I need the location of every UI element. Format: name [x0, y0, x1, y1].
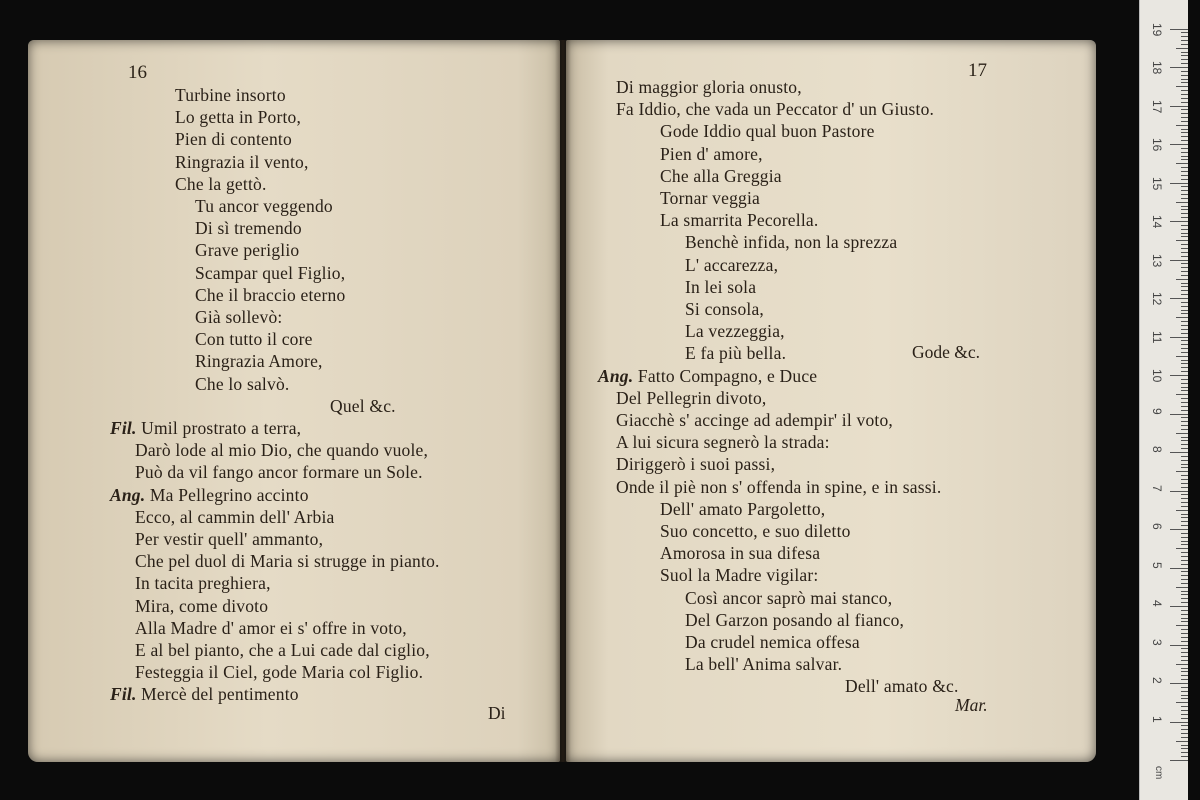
ruler-number: 19: [1150, 22, 1164, 36]
ruler-tick: [1181, 598, 1188, 599]
ruler-number: 9: [1150, 407, 1164, 415]
verse-line: Si consola,: [685, 299, 765, 319]
ruler-tick: [1181, 398, 1188, 399]
ruler-tick: [1181, 52, 1188, 53]
verse-line: Darò lode al mio Dio, che quando vuole,: [135, 440, 429, 461]
ruler-tick: [1181, 363, 1188, 364]
verse-line: Che lo salvò.: [195, 373, 290, 394]
verse-line: A lui sicura segnerò la strada:: [616, 432, 830, 453]
ruler-tick: [1181, 244, 1188, 245]
verse-line: Giacchè s' accinge ad adempir' il voto,: [616, 410, 893, 430]
ruler-tick: [1181, 371, 1188, 372]
verse-line: Suol la Madre vigilar:: [660, 565, 819, 586]
speech-text: Umil prostrato a terra,: [141, 418, 302, 438]
ruler-tick: [1181, 256, 1188, 257]
ruler-tick: [1181, 429, 1188, 430]
ruler-tick: [1170, 106, 1188, 107]
ruler-tick: [1181, 506, 1188, 507]
ruler-tick: [1181, 117, 1188, 118]
ruler-tick: [1181, 541, 1188, 542]
ruler-tick: [1176, 240, 1188, 241]
ruler-tick: [1181, 687, 1188, 688]
verse-line: Così ancor saprò mai stanco,: [685, 587, 893, 608]
verse-line: Pien d' amore,: [660, 143, 763, 164]
ruler-tick: [1181, 109, 1188, 110]
ruler-tick: [1176, 625, 1188, 626]
ruler-tick: [1181, 348, 1188, 349]
ruler-tick: [1181, 344, 1188, 345]
ruler-tick: [1170, 144, 1188, 145]
ruler-tick: [1181, 417, 1188, 418]
ruler-tick: [1181, 206, 1188, 207]
verse-line: Dell' amato Pargoletto,: [660, 498, 826, 519]
ruler-tick: [1181, 718, 1188, 719]
right-page-number: 17: [968, 60, 987, 81]
ruler-tick: [1181, 621, 1188, 622]
ruler-tick: [1181, 594, 1188, 595]
ruler-tick: [1181, 533, 1188, 534]
speaker-name: Fil.: [110, 418, 142, 438]
verse-line: Che il braccio eterno: [195, 284, 346, 305]
refrain-cue: Gode &c.: [912, 342, 981, 363]
ruler-tick: [1181, 748, 1188, 749]
ruler-tick: [1181, 483, 1188, 484]
ruler-tick: [1181, 156, 1188, 157]
ruler-tick: [1181, 209, 1188, 210]
ruler-tick: [1181, 286, 1188, 287]
ruler-number: 17: [1150, 99, 1164, 113]
ruler-number: 3: [1150, 638, 1164, 646]
ruler-tick: [1181, 267, 1188, 268]
measuring-ruler: [1139, 0, 1188, 800]
ruler-tick: [1170, 722, 1188, 723]
ruler-tick: [1181, 437, 1188, 438]
verse-line: Scampar quel Figlio,: [195, 262, 346, 283]
ruler-tick: [1181, 556, 1188, 557]
ruler-tick: [1181, 583, 1188, 584]
ruler-tick: [1181, 140, 1188, 141]
ruler-tick: [1181, 752, 1188, 753]
ruler-number: 14: [1150, 215, 1164, 229]
ruler-tick: [1181, 290, 1188, 291]
ruler-tick: [1176, 587, 1188, 588]
verse-line: Di maggior gloria onusto,: [616, 77, 802, 97]
verse-line: Festeggia il Ciel, gode Maria col Figlio.: [135, 662, 424, 683]
ruler-tick: [1181, 40, 1188, 41]
ruler-tick: [1181, 75, 1188, 76]
ruler-tick: [1181, 79, 1188, 80]
verse-line: In lei sola: [685, 276, 757, 297]
ruler-tick: [1176, 471, 1188, 472]
ruler-tick: [1181, 579, 1188, 580]
ruler-tick: [1181, 113, 1188, 114]
verse-line: E fa più bella.: [685, 343, 787, 364]
ruler-tick: [1181, 698, 1188, 699]
verse-line: Ringrazia il vento,: [175, 151, 309, 172]
ruler-tick: [1181, 302, 1188, 303]
verse-line: Onde il piè non s' offenda in spine, e in sassi.: [616, 476, 942, 497]
ruler-tick: [1170, 529, 1188, 530]
ruler-tick: [1181, 98, 1188, 99]
ruler-tick: [1181, 537, 1188, 538]
ruler-tick: [1181, 498, 1188, 499]
ruler-tick: [1181, 252, 1188, 253]
ruler-tick: [1181, 525, 1188, 526]
ruler-tick: [1176, 664, 1188, 665]
ruler-tick: [1181, 440, 1188, 441]
ruler-tick: [1181, 102, 1188, 103]
ruler-tick: [1181, 55, 1188, 56]
verse-line: Ecco, al cammin dell' Arbia: [135, 506, 335, 527]
verse-line: Dell' amato &c.: [845, 676, 959, 697]
ruler-tick: [1181, 275, 1188, 276]
left-catchword: Di: [488, 703, 506, 723]
ruler-tick: [1181, 63, 1188, 64]
ruler-tick: [1181, 641, 1188, 642]
ruler-tick: [1170, 452, 1188, 453]
ruler-number: 7: [1150, 484, 1164, 492]
ruler-tick: [1181, 387, 1188, 388]
ruler-tick: [1170, 221, 1188, 222]
verse-line: Tu ancor veggendo: [195, 196, 333, 216]
ruler-tick: [1181, 383, 1188, 384]
verse-line: Tornar veggia: [660, 188, 761, 208]
ruler-tick: [1181, 283, 1188, 284]
verse-line: Diriggerò i suoi passi,: [616, 454, 776, 475]
ruler-tick: [1181, 448, 1188, 449]
ruler-tick: [1181, 571, 1188, 572]
ruler-tick: [1170, 491, 1188, 492]
verse-line: Amorosa in sua difesa: [660, 543, 821, 564]
ruler-tick: [1181, 521, 1188, 522]
ruler-tick: [1181, 425, 1188, 426]
ruler-tick: [1181, 329, 1188, 330]
ruler-tick: [1176, 433, 1188, 434]
ruler-tick: [1181, 552, 1188, 553]
ruler-tick: [1181, 652, 1188, 653]
ruler-tick: [1181, 325, 1188, 326]
ruler-number: 12: [1150, 292, 1164, 306]
ruler-tick: [1176, 702, 1188, 703]
ruler-tick: [1181, 487, 1188, 488]
ruler-number: 11: [1150, 330, 1164, 343]
ruler-tick: [1176, 125, 1188, 126]
verse-line: La vezzeggia,: [685, 321, 785, 342]
ruler-tick: [1181, 464, 1188, 465]
ruler-tick: [1181, 629, 1188, 630]
ruler-tick: [1181, 36, 1188, 37]
ruler-tick: [1181, 175, 1188, 176]
ruler-tick: [1181, 729, 1188, 730]
ruler-tick: [1181, 618, 1188, 619]
ruler-tick: [1181, 248, 1188, 249]
ruler-tick: [1181, 71, 1188, 72]
ruler-tick: [1181, 190, 1188, 191]
ruler-tick: [1170, 260, 1188, 261]
speech-text: Mercè del pentimento: [141, 684, 299, 705]
verse-line: Pien di contento: [175, 129, 292, 150]
verse-line: Benchè infida, non la sprezza: [685, 232, 898, 253]
verse-line: Che alla Greggia: [660, 165, 782, 186]
ruler-tick: [1181, 756, 1188, 757]
ruler-unit: cm: [1153, 766, 1164, 780]
ruler-number: 18: [1150, 61, 1164, 75]
ruler-tick: [1181, 691, 1188, 692]
speaker-line: [598, 365, 817, 387]
ruler-tick: [1170, 183, 1188, 184]
ruler-tick: [1181, 668, 1188, 669]
ruler-tick: [1181, 194, 1188, 195]
ruler-tick: [1181, 313, 1188, 314]
ruler-tick: [1181, 121, 1188, 122]
ruler-tick: [1170, 645, 1188, 646]
verse-line: Gode Iddio qual buon Pastore: [660, 121, 875, 142]
book-gutter: [555, 40, 571, 762]
ruler-tick: [1181, 179, 1188, 180]
ruler-tick: [1181, 656, 1188, 657]
ruler-tick: [1181, 710, 1188, 711]
verse-line: Del Garzon posando al fianco,: [685, 609, 905, 630]
ruler-tick: [1181, 167, 1188, 168]
verse-line: La smarrita Pecorella.: [660, 210, 819, 231]
ruler-tick: [1181, 560, 1188, 561]
verse-line: Ringrazia Amore,: [195, 351, 323, 372]
speaker-name: Fil.: [110, 684, 142, 705]
ruler-tick: [1176, 86, 1188, 87]
ruler-tick: [1176, 510, 1188, 511]
ruler-tick: [1181, 745, 1188, 746]
ruler-tick: [1181, 475, 1188, 476]
ruler-tick: [1181, 544, 1188, 545]
verse-line: Per vestir quell' ammanto,: [135, 529, 324, 549]
ruler-tick: [1181, 171, 1188, 172]
ruler-tick: [1181, 602, 1188, 603]
ruler-tick: [1170, 414, 1188, 415]
ruler-tick: [1181, 467, 1188, 468]
ruler-number: 10: [1150, 369, 1164, 383]
right-catchword: Mar.: [955, 695, 988, 715]
ruler-tick: [1181, 675, 1188, 676]
ruler-tick: [1181, 148, 1188, 149]
ruler-tick: [1181, 737, 1188, 738]
ruler-tick: [1181, 725, 1188, 726]
verse-line: Fa Iddio, che vada un Peccator d' un Giusto.: [616, 99, 935, 120]
ruler-tick: [1181, 233, 1188, 234]
ruler-tick: [1176, 202, 1188, 203]
ruler-tick: [1181, 479, 1188, 480]
ruler-tick: [1181, 82, 1188, 83]
verse-line: Alla Madre d' amor ei s' offre in voto,: [135, 617, 407, 638]
ruler-tick: [1181, 225, 1188, 226]
ruler-tick: [1181, 648, 1188, 649]
ruler-tick: [1181, 352, 1188, 353]
ruler-tick: [1181, 340, 1188, 341]
ruler-tick: [1181, 564, 1188, 565]
verse-line: Di sì tremendo: [195, 218, 302, 239]
ruler-tick: [1181, 367, 1188, 368]
ruler-number: 8: [1150, 446, 1164, 453]
ruler-tick: [1181, 714, 1188, 715]
ruler-tick: [1181, 695, 1188, 696]
verse-line: Che la gettò.: [175, 173, 267, 194]
ruler-tick: [1181, 132, 1188, 133]
ruler-tick: [1170, 683, 1188, 684]
ruler-tick: [1181, 517, 1188, 518]
speaker-line: [110, 484, 309, 506]
verse-line: Grave periglio: [195, 240, 300, 261]
ruler-tick: [1181, 159, 1188, 160]
ruler-tick: [1181, 321, 1188, 322]
ruler-tick: [1176, 317, 1188, 318]
ruler-tick: [1181, 614, 1188, 615]
verse-line: Suo concetto, e suo diletto: [660, 521, 851, 541]
ruler-tick: [1181, 213, 1188, 214]
ruler-tick: [1181, 733, 1188, 734]
ruler-tick: [1181, 390, 1188, 391]
ruler-tick: [1181, 379, 1188, 380]
ruler-tick: [1181, 444, 1188, 445]
ruler-tick: [1181, 333, 1188, 334]
verse-line: Con tutto il core: [195, 329, 313, 350]
ruler-tick: [1181, 402, 1188, 403]
ruler-tick: [1181, 310, 1188, 311]
ruler-tick: [1181, 32, 1188, 33]
ruler-tick: [1181, 494, 1188, 495]
verse-line: Che pel duol di Maria si strugge in pianto.: [135, 551, 440, 572]
ruler-tick: [1181, 198, 1188, 199]
verse-line: Mira, come divoto: [135, 595, 269, 616]
speaker-name: Ang.: [598, 365, 638, 386]
verse-line: Può da vil fango ancor formare un Sole.: [135, 462, 423, 483]
ruler-tick: [1181, 502, 1188, 503]
ruler-tick: [1181, 514, 1188, 515]
left-page-number: 16: [128, 62, 147, 83]
ruler-number: 6: [1150, 523, 1164, 530]
ruler-tick: [1170, 298, 1188, 299]
ruler-tick: [1181, 406, 1188, 407]
ruler-tick: [1170, 606, 1188, 607]
ruler-tick: [1176, 163, 1188, 164]
verse-line: L' accarezza,: [685, 254, 779, 275]
ruler-number: 16: [1150, 138, 1164, 152]
ruler-tick: [1170, 568, 1188, 569]
verse-line: Lo getta in Porto,: [175, 107, 302, 128]
ruler-tick: [1170, 375, 1188, 376]
ruler-tick: [1176, 394, 1188, 395]
ruler-number: 1: [1150, 715, 1164, 723]
verse-line: Già sollevò:: [195, 307, 283, 327]
ruler-number: 5: [1150, 561, 1164, 569]
ruler-tick: [1181, 456, 1188, 457]
ruler-tick: [1181, 671, 1188, 672]
ruler-tick: [1170, 760, 1188, 761]
speaker-line: [110, 683, 299, 705]
ruler-tick: [1181, 94, 1188, 95]
ruler-tick: [1176, 741, 1188, 742]
ruler-tick: [1181, 421, 1188, 422]
ruler-tick: [1181, 637, 1188, 638]
ruler-tick: [1181, 460, 1188, 461]
ruler-tick: [1181, 90, 1188, 91]
speech-text: Fatto Compagno, e Duce: [637, 365, 818, 386]
ruler-tick: [1181, 575, 1188, 576]
ruler-tick: [1170, 29, 1188, 30]
ruler-tick: [1181, 660, 1188, 661]
ruler-number: 2: [1150, 677, 1164, 684]
ruler-tick: [1181, 186, 1188, 187]
ruler-tick: [1181, 360, 1188, 361]
ruler-tick: [1181, 136, 1188, 137]
ruler-tick: [1181, 59, 1188, 60]
ruler-tick: [1181, 410, 1188, 411]
ruler-tick: [1181, 263, 1188, 264]
ruler-tick: [1181, 591, 1188, 592]
ruler-number: 15: [1150, 176, 1164, 190]
verse-line: Del Pellegrin divoto,: [616, 387, 767, 408]
speaker-line: [110, 417, 301, 439]
ruler-tick: [1181, 152, 1188, 153]
ruler-tick: [1181, 706, 1188, 707]
verse-line: La bell' Anima salvar.: [685, 654, 843, 675]
ruler-tick: [1181, 217, 1188, 218]
ruler-tick: [1181, 633, 1188, 634]
ruler-tick: [1170, 337, 1188, 338]
ruler-tick: [1181, 306, 1188, 307]
verse-line: Da crudel nemica offesa: [685, 632, 860, 652]
verse-line: Quel &c.: [330, 395, 396, 416]
speaker-name: Ang.: [110, 484, 150, 505]
ruler-tick: [1181, 271, 1188, 272]
ruler-tick: [1170, 67, 1188, 68]
ruler-number: 4: [1150, 600, 1164, 607]
ruler-number: 13: [1150, 253, 1164, 267]
verse-line: Turbine insorto: [175, 85, 286, 105]
ruler-tick: [1181, 44, 1188, 45]
ruler-tick: [1181, 294, 1188, 295]
speech-text: Ma Pellegrino accinto: [149, 484, 309, 505]
ruler-tick: [1181, 610, 1188, 611]
ruler-tick: [1176, 279, 1188, 280]
ruler-tick: [1181, 129, 1188, 130]
ruler-tick: [1181, 229, 1188, 230]
verse-line: E al bel pianto, che a Lui cade dal ciglio,: [135, 640, 430, 660]
ruler-tick: [1176, 548, 1188, 549]
ruler-tick: [1176, 48, 1188, 49]
ruler-tick: [1176, 356, 1188, 357]
ruler-tick: [1181, 679, 1188, 680]
ruler-tick: [1181, 236, 1188, 237]
verse-line: In tacita preghiera,: [135, 573, 271, 594]
